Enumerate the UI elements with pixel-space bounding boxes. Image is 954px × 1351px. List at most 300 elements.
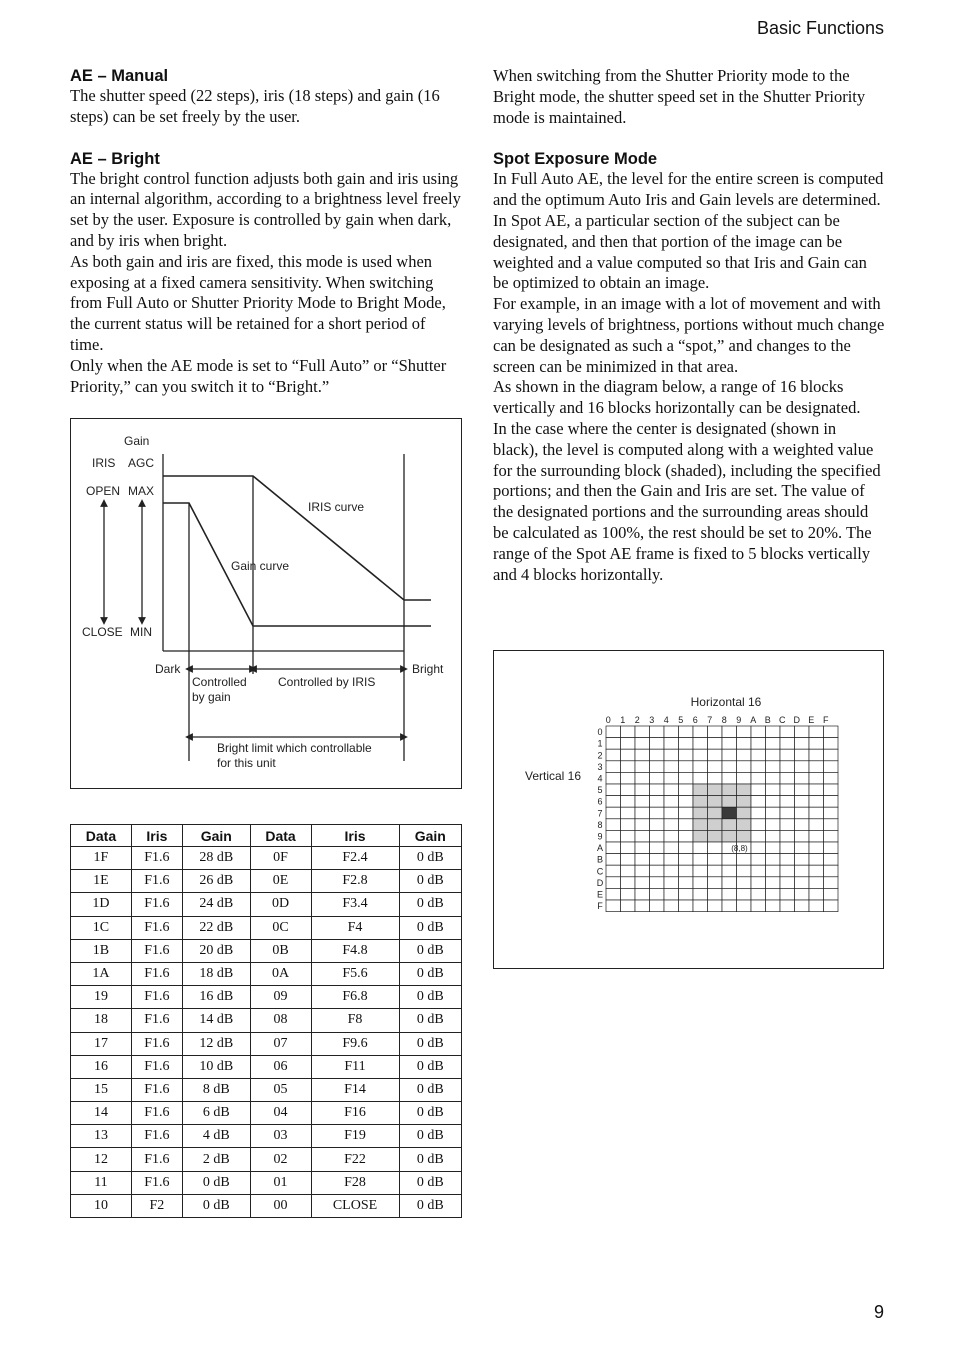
spot-exposure-paragraph: In the case where the center is designated (shown in black), the level is computed along with a weighted value for the surrounding block (shaded), including the specified portions; and then the Gain and Iris are set. The value of the designated portions and the surrounding areas should be calculated as 100%, the rest should be set to 20%. The range of the Spot AE frame is fixed to 5 blocks vertically and 4 blocks horizontally.: [493, 418, 881, 584]
page-header: Basic Functions: [756, 18, 884, 38]
grid-cell: [795, 888, 810, 900]
table-cell: F1.6: [131, 1078, 182, 1101]
table-cell: 0 dB: [399, 1148, 461, 1171]
shaded-grid-cell: [737, 830, 752, 842]
grid-cell: [780, 830, 795, 842]
table-cell: F1.6: [131, 847, 182, 870]
table-cell: F1.6: [131, 1102, 182, 1125]
grid-cell: [650, 749, 665, 761]
grid-cell: [664, 761, 679, 773]
grid-cell: [650, 819, 665, 831]
grid-cell: [737, 726, 752, 738]
table-cell: 00: [250, 1194, 311, 1217]
grid-cell: [606, 819, 621, 831]
grid-cell: [606, 749, 621, 761]
gain-curve-label: Gain curve: [231, 559, 290, 573]
grid-cell: [621, 877, 636, 889]
grid-cell: [824, 830, 839, 842]
gain-label: Gain: [124, 434, 150, 448]
grid-cell: [809, 842, 824, 854]
table-cell: 0 dB: [399, 1009, 461, 1032]
grid-row-label: 1: [597, 738, 603, 749]
grid-cell: [708, 900, 723, 912]
grid-cell: [679, 865, 694, 877]
bright-limit-label: Bright limit which controllable: [217, 741, 372, 755]
grid-cell: [809, 807, 824, 819]
grid-cell: [606, 830, 621, 842]
table-cell: 28 dB: [182, 847, 250, 870]
table-cell: F2: [131, 1194, 182, 1217]
ae-diagram-svg: [71, 419, 461, 788]
grid-cell: [606, 877, 621, 889]
grid-cell: [664, 784, 679, 796]
grid-cell: [824, 865, 839, 877]
grid-column-label: B: [764, 715, 771, 725]
grid-cell: [664, 819, 679, 831]
table-cell: 0 dB: [399, 1171, 461, 1194]
grid-cell: [809, 888, 824, 900]
table-header-cell: Gain: [399, 825, 461, 847]
shaded-grid-cell: [737, 819, 752, 831]
table-cell: 0E: [250, 870, 311, 893]
table-cell: F1.6: [131, 962, 182, 985]
grid-cell: [635, 830, 650, 842]
table-cell: 17: [71, 1032, 132, 1055]
table-cell: F1.6: [131, 939, 182, 962]
grid-cell: [795, 819, 810, 831]
grid-cell: [737, 761, 752, 773]
table-cell: 12 dB: [182, 1032, 250, 1055]
grid-cell: [722, 888, 737, 900]
grid-cell: [664, 842, 679, 854]
grid-cell: [780, 796, 795, 808]
grid-cell: [664, 738, 679, 750]
grid-cell: [766, 865, 781, 877]
grid-column-label: 3: [649, 715, 655, 725]
grid-cell: [780, 877, 795, 889]
grid-cell: [693, 900, 708, 912]
grid-cell: [809, 900, 824, 912]
shaded-grid-cell: [737, 796, 752, 808]
shaded-grid-cell: [693, 807, 708, 819]
ae-bright-paragraph: As both gain and iris are fixed, this mode is used when exposing at a fixed camera sensitivity. When switching from Full Auto or Shutter Priority Mode to Bright Mode, the current status will be retained for a short period of time.: [70, 251, 446, 354]
grid-cell: [693, 738, 708, 750]
grid-cell: [824, 888, 839, 900]
grid-cell: [606, 796, 621, 808]
grid-row-label: 6: [597, 796, 603, 807]
grid-cell: [679, 772, 694, 784]
table-cell: 0C: [250, 916, 311, 939]
table-header-cell: Gain: [182, 825, 250, 847]
table-cell: 10: [71, 1194, 132, 1217]
grid-cell: [766, 819, 781, 831]
table-cell: F22: [311, 1148, 399, 1171]
grid-cell: [621, 726, 636, 738]
grid-column-label: 6: [692, 715, 698, 725]
grid-cell: [679, 888, 694, 900]
grid-row-label: 0: [597, 727, 603, 738]
table-row: [71, 962, 462, 985]
grid-cell: [737, 865, 752, 877]
grid-cell: [664, 807, 679, 819]
grid-cell: [824, 807, 839, 819]
grid-cell: [635, 877, 650, 889]
grid-cell: [664, 877, 679, 889]
grid-cell: [708, 842, 723, 854]
shaded-grid-cell: [693, 784, 708, 796]
grid-cell: [766, 900, 781, 912]
grid-cell: [606, 772, 621, 784]
table-header-row: [71, 825, 462, 847]
table-cell: F4.8: [311, 939, 399, 962]
table-cell: 08: [250, 1009, 311, 1032]
table-cell: F9.6: [311, 1032, 399, 1055]
grid-cell: [679, 830, 694, 842]
table-cell: 0 dB: [399, 847, 461, 870]
grid-cell: [766, 749, 781, 761]
table-cell: 13: [71, 1125, 132, 1148]
grid-cell: [722, 726, 737, 738]
grid-cell: [621, 900, 636, 912]
table-cell: 0 dB: [182, 1171, 250, 1194]
table-cell: 22 dB: [182, 916, 250, 939]
table-cell: 0 dB: [399, 939, 461, 962]
grid-cell: [708, 726, 723, 738]
grid-cell: [679, 738, 694, 750]
shaded-grid-cell: [722, 819, 737, 831]
spot-exposure-paragraph: For example, in an image with a lot of movement and with varying levels of brightness, portions without much change can be designated as such a “spot,” and changes to the screen can be minimized in that area.: [493, 294, 885, 376]
table-cell: 12: [71, 1148, 132, 1171]
grid-cell: [606, 784, 621, 796]
grid-row-label: E: [596, 889, 604, 900]
grid-row-label: 4: [597, 773, 603, 784]
table-cell: 18: [71, 1009, 132, 1032]
grid-cell: [621, 865, 636, 877]
ae-bright-paragraph: Only when the AE mode is set to “Full Auto” or “Shutter Priority,” can you switch it to “Bright.”: [70, 355, 447, 396]
table-header-cell: Data: [250, 825, 311, 847]
grid-cell: [809, 830, 824, 842]
max-label: MAX: [128, 484, 155, 498]
table-cell: 0 dB: [399, 1102, 461, 1125]
table-row: [71, 1194, 462, 1217]
table-cell: F1.6: [131, 870, 182, 893]
table-cell: F1.6: [131, 1055, 182, 1078]
ae-manual-title: AE – Manual: [70, 67, 169, 85]
table-cell: 2 dB: [182, 1148, 250, 1171]
grid-cell: [708, 888, 723, 900]
table-cell: 16: [71, 1055, 132, 1078]
grid-cell: [621, 749, 636, 761]
grid-cell: [795, 749, 810, 761]
grid-cell: [693, 854, 708, 866]
designated-spot-cell: [722, 807, 737, 819]
grid-cell: [795, 761, 810, 773]
table-row: [71, 1032, 462, 1055]
grid-cell: [780, 854, 795, 866]
grid-cell: [722, 761, 737, 773]
table-cell: F16: [311, 1102, 399, 1125]
spot-exposure-title: Spot Exposure Mode: [493, 150, 658, 169]
grid-cell: [809, 796, 824, 808]
grid-cell: [679, 807, 694, 819]
grid-cell: [708, 761, 723, 773]
grid-cell: [766, 761, 781, 773]
grid-cell: [780, 726, 795, 738]
table-header-cell: Iris: [131, 825, 182, 847]
table-cell: 0 dB: [399, 1125, 461, 1148]
table-cell: 18 dB: [182, 962, 250, 985]
grid-row-label: C: [596, 866, 604, 877]
ae-bright-title: AE – Bright: [70, 149, 160, 168]
grid-cell: [708, 854, 723, 866]
grid-cell: [780, 807, 795, 819]
vertical-16-label: Vertical 16: [525, 769, 582, 783]
iris-gain-table: [70, 824, 462, 1218]
grid-cell: [737, 900, 752, 912]
table-header-cell: Data: [71, 825, 132, 847]
table-cell: CLOSE: [311, 1194, 399, 1217]
grid-cell: [809, 819, 824, 831]
grid-cell: [693, 726, 708, 738]
table-cell: 0F: [250, 847, 311, 870]
table-cell: 0B: [250, 939, 311, 962]
grid-cell: [606, 842, 621, 854]
grid-cell: [780, 761, 795, 773]
grid-column-label: 8: [721, 715, 727, 725]
grid-cell: [650, 784, 665, 796]
close-label: CLOSE: [82, 625, 123, 639]
ae-bright-diagram: [70, 418, 462, 789]
grid-cell: [635, 807, 650, 819]
table-row: [71, 1078, 462, 1101]
grid-cell: [679, 877, 694, 889]
table-cell: 26 dB: [182, 870, 250, 893]
table-cell: F6.8: [311, 986, 399, 1009]
grid-cell: [751, 807, 766, 819]
table-header-cell: Iris: [311, 825, 399, 847]
table-cell: 1C: [71, 916, 132, 939]
table-cell: 06: [250, 1055, 311, 1078]
grid-cell: [650, 830, 665, 842]
grid-cell: [751, 900, 766, 912]
grid-cell: [693, 888, 708, 900]
table-cell: 1F: [71, 847, 132, 870]
shaded-grid-cell: [722, 830, 737, 842]
grid-column-label: F: [823, 715, 829, 725]
shaded-grid-cell: [722, 796, 737, 808]
table-cell: 02: [250, 1148, 311, 1171]
grid-cell: [679, 749, 694, 761]
grid-cell: [809, 738, 824, 750]
grid-cell: [635, 842, 650, 854]
grid-cell: [795, 842, 810, 854]
grid-cell: [650, 888, 665, 900]
min-label: MIN: [130, 625, 152, 639]
grid-cell: [679, 784, 694, 796]
gain-curve: [163, 503, 431, 626]
iris-curve-label: IRIS curve: [308, 500, 365, 514]
grid-cell: [635, 796, 650, 808]
grid-cell: [679, 726, 694, 738]
table-cell: F19: [311, 1125, 399, 1148]
shaded-grid-cell: [693, 819, 708, 831]
table-row: [71, 1171, 462, 1194]
grid-cell: [621, 842, 636, 854]
table-row: [71, 916, 462, 939]
grid-cell: [606, 888, 621, 900]
table-cell: F28: [311, 1171, 399, 1194]
grid-cell: [621, 854, 636, 866]
table-cell: 05: [250, 1078, 311, 1101]
grid-cell: [737, 749, 752, 761]
table-cell: 0 dB: [399, 916, 461, 939]
iris-curve: [163, 476, 431, 600]
table-cell: 24 dB: [182, 893, 250, 916]
grid-cell: [824, 738, 839, 750]
grid-row-label: B: [596, 854, 604, 865]
grid-cell: [795, 784, 810, 796]
grid-cell: [766, 726, 781, 738]
grid-cell: [824, 819, 839, 831]
grid-cell: [780, 865, 795, 877]
grid-cell: [737, 772, 752, 784]
grid-cell: [795, 854, 810, 866]
grid-cell: [751, 749, 766, 761]
grid-cell: [766, 784, 781, 796]
table-cell: F2.4: [311, 847, 399, 870]
grid-cell: [664, 726, 679, 738]
grid-cell: [650, 854, 665, 866]
grid-cell: [635, 865, 650, 877]
grid-column-label: C: [779, 715, 786, 725]
grid-cell: [606, 726, 621, 738]
grid-cell: [824, 726, 839, 738]
grid-cell: [679, 761, 694, 773]
table-cell: 19: [71, 986, 132, 1009]
shaded-grid-cell: [708, 819, 723, 831]
grid-cell: [635, 749, 650, 761]
grid-cell: [780, 772, 795, 784]
grid-cell: [621, 888, 636, 900]
spot-ae-diagram: [493, 650, 884, 969]
grid-cell: [795, 877, 810, 889]
grid-cell: [664, 888, 679, 900]
grid-cell: [824, 842, 839, 854]
grid-cell: [664, 900, 679, 912]
table-cell: 0 dB: [399, 1032, 461, 1055]
grid-cell: [809, 865, 824, 877]
grid-cell: [824, 772, 839, 784]
grid-cell: [751, 784, 766, 796]
table-cell: F4: [311, 916, 399, 939]
grid-cell: [809, 854, 824, 866]
ae-bright-paragraph: The bright control function adjusts both gain and iris using an internal algorithm, according to a brightness level freely set by the user. Exposure is controlled by gain when dark, and by iris when bright.: [70, 168, 461, 250]
left-column: [70, 66, 462, 397]
grid-cell: [621, 830, 636, 842]
grid-cell: [650, 900, 665, 912]
table-cell: 07: [250, 1032, 311, 1055]
grid-cell: [664, 796, 679, 808]
grid-cell: [824, 749, 839, 761]
grid-cell: [708, 749, 723, 761]
grid-cell: [766, 796, 781, 808]
grid-cell: [635, 819, 650, 831]
table-cell: 0 dB: [399, 870, 461, 893]
grid-column-label: 9: [736, 715, 742, 725]
grid-cell: [824, 784, 839, 796]
horizontal-16-label: Horizontal 16: [690, 695, 762, 709]
table-cell: 04: [250, 1102, 311, 1125]
grid-cell: [737, 738, 752, 750]
spot-exposure-paragraph: In Full Auto AE, the level for the entire screen is computed and the optimum Auto Iris and Gain levels are determined. In Spot AE, a particular section of the subject can be designated, and then that portion of the image can be weighted and a value computed so that Iris and Gain can be optimized to obtain an image.: [493, 169, 884, 293]
grid-cell: [751, 888, 766, 900]
grid-cell: [650, 738, 665, 750]
shaded-grid-cell: [693, 830, 708, 842]
table-row: [71, 1148, 462, 1171]
grid-cell: [809, 749, 824, 761]
table-cell: 0D: [250, 893, 311, 916]
grid-cell: [824, 900, 839, 912]
table-cell: 0 dB: [182, 1194, 250, 1217]
grid-cell: [708, 877, 723, 889]
grid-cell: [635, 761, 650, 773]
grid-cell: [809, 761, 824, 773]
grid-cell: [795, 830, 810, 842]
grid-cell: [650, 726, 665, 738]
grid-cell: [751, 865, 766, 877]
grid-cell: [621, 761, 636, 773]
grid-cell: [693, 842, 708, 854]
grid-cell: [751, 854, 766, 866]
table-cell: 14: [71, 1102, 132, 1125]
grid-cell: [766, 738, 781, 750]
grid-cell: [708, 772, 723, 784]
grid-cell: [766, 830, 781, 842]
iris-label: IRIS: [92, 456, 116, 470]
grid-cell: [722, 749, 737, 761]
table-cell: 0 dB: [399, 1055, 461, 1078]
grid-cell: [780, 888, 795, 900]
grid-cell: [693, 749, 708, 761]
ae-manual-body: The shutter speed (22 steps), iris (18 steps) and gain (16 steps) can be set freely by the user.: [70, 86, 440, 126]
grid-cell: [795, 738, 810, 750]
grid-cell: [679, 900, 694, 912]
grid-cell: [751, 726, 766, 738]
grid-row-label: 2: [597, 750, 603, 761]
grid-cell: [766, 842, 781, 854]
grid-cell: [606, 900, 621, 912]
grid-cell: [621, 784, 636, 796]
grid-cell: [737, 877, 752, 889]
grid-cell: [635, 738, 650, 750]
shaded-grid-cell: [708, 807, 723, 819]
grid-cell: [708, 738, 723, 750]
table-cell: 11: [71, 1171, 132, 1194]
table-cell: 8 dB: [182, 1078, 250, 1101]
table-cell: 1E: [71, 870, 132, 893]
grid-cell: [795, 772, 810, 784]
grid-cell: [795, 900, 810, 912]
grid-cell: [650, 865, 665, 877]
table-row: [71, 939, 462, 962]
grid-cell: [824, 761, 839, 773]
grid-cell: [722, 772, 737, 784]
table-cell: 0 dB: [399, 1078, 461, 1101]
open-label: OPEN: [86, 484, 121, 498]
grid-cell: [606, 807, 621, 819]
table-cell: 14 dB: [182, 1009, 250, 1032]
grid-cell: [824, 877, 839, 889]
